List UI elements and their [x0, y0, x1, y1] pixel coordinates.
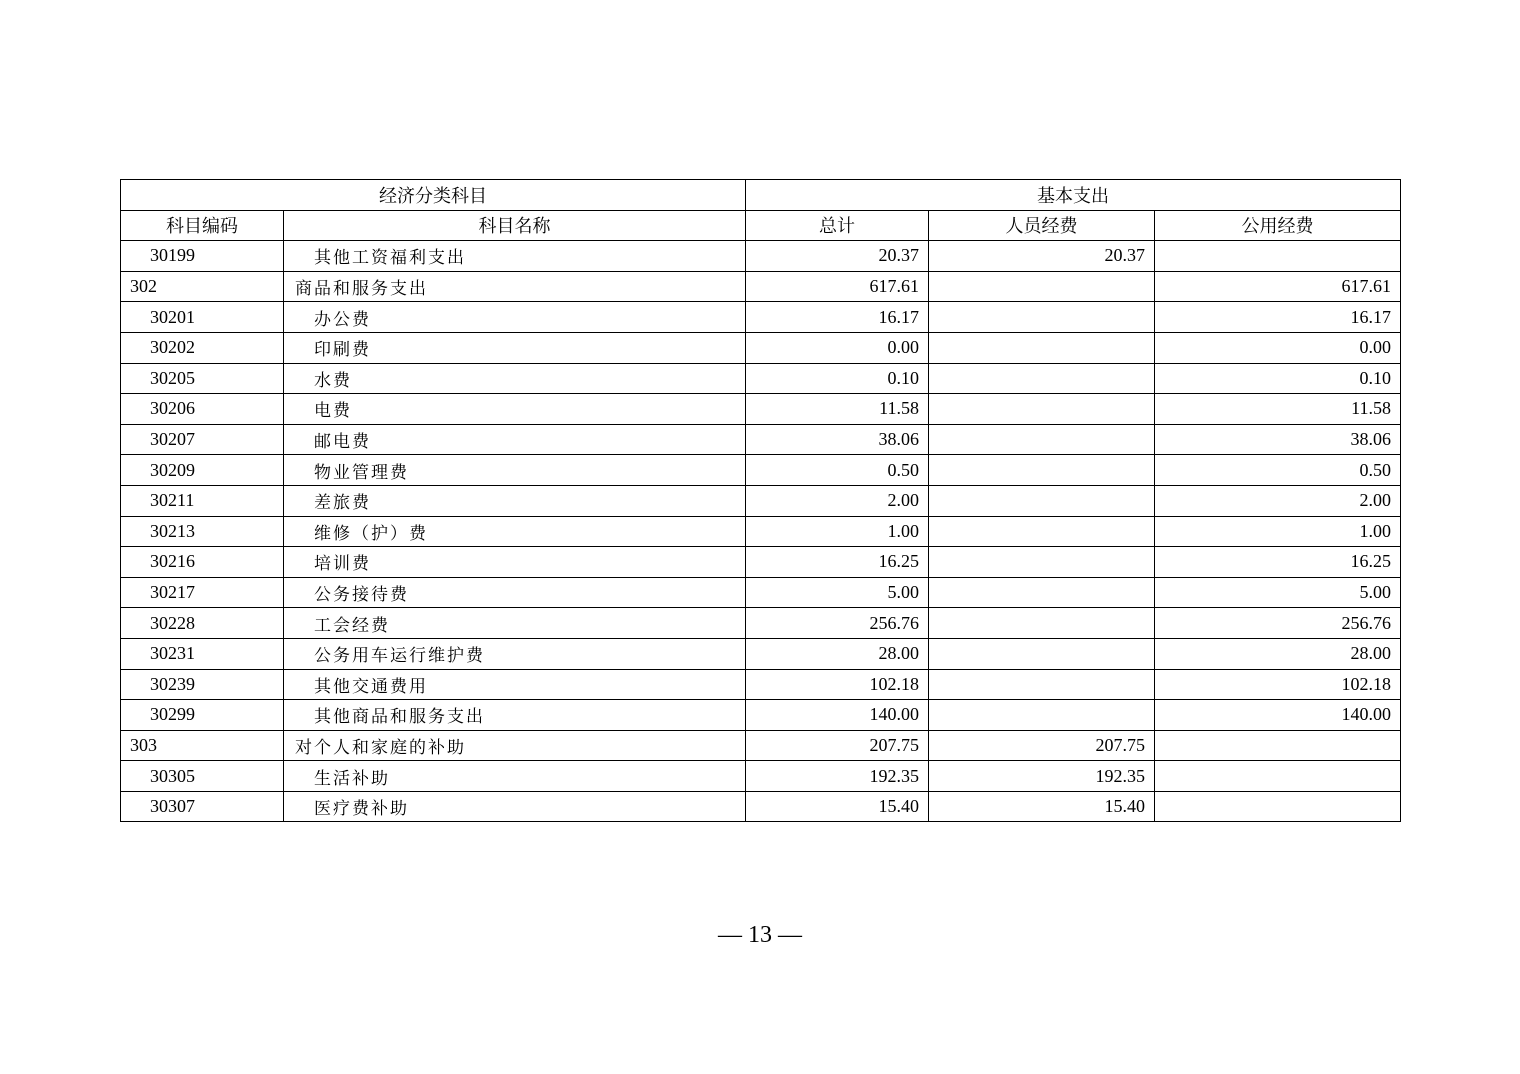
- budget-table: [120, 179, 1401, 822]
- row-name: 办公费: [284, 302, 746, 333]
- table-row: [121, 516, 1401, 547]
- table-row: [121, 608, 1401, 639]
- row-code: 30305: [121, 761, 284, 792]
- row-code: 30299: [121, 700, 284, 731]
- row-name: 公务用车运行维护费: [284, 638, 746, 669]
- table-row: [121, 577, 1401, 608]
- row-personnel: 207.75: [929, 730, 1155, 761]
- header-row-top: [121, 180, 1401, 211]
- row-personnel: [929, 455, 1155, 486]
- row-total: 0.10: [746, 363, 929, 394]
- table-row: [121, 424, 1401, 455]
- row-total: 38.06: [746, 424, 929, 455]
- row-public: 2.00: [1155, 485, 1401, 516]
- row-code: 30239: [121, 669, 284, 700]
- row-total: 256.76: [746, 608, 929, 639]
- row-name: 其他工资福利支出: [284, 241, 746, 272]
- row-public: [1155, 761, 1401, 792]
- header-code: 科目编码: [121, 210, 284, 241]
- row-total: 16.17: [746, 302, 929, 333]
- row-code: 30201: [121, 302, 284, 333]
- table-row: [121, 332, 1401, 363]
- header-total: 总计: [746, 210, 929, 241]
- header-public: 公用经费: [1155, 210, 1401, 241]
- header-personnel: 人员经费: [929, 210, 1155, 241]
- row-code: 30202: [121, 332, 284, 363]
- row-name: 商品和服务支出: [284, 271, 746, 302]
- header-name: 科目名称: [284, 210, 746, 241]
- row-public: 256.76: [1155, 608, 1401, 639]
- row-total: 11.58: [746, 394, 929, 425]
- row-total: 0.00: [746, 332, 929, 363]
- row-personnel: [929, 669, 1155, 700]
- row-name: 印刷费: [284, 332, 746, 363]
- row-name: 邮电费: [284, 424, 746, 455]
- row-code: 303: [121, 730, 284, 761]
- row-personnel: [929, 516, 1155, 547]
- row-name: 差旅费: [284, 485, 746, 516]
- row-public: 16.17: [1155, 302, 1401, 333]
- row-name: 医疗费补助: [284, 791, 746, 822]
- table-row: [121, 485, 1401, 516]
- row-public: 11.58: [1155, 394, 1401, 425]
- row-public: 0.50: [1155, 455, 1401, 486]
- row-code: 302: [121, 271, 284, 302]
- row-personnel: [929, 638, 1155, 669]
- row-code: 30216: [121, 547, 284, 578]
- row-personnel: [929, 363, 1155, 394]
- row-total: 140.00: [746, 700, 929, 731]
- row-personnel: [929, 608, 1155, 639]
- row-public: [1155, 241, 1401, 272]
- row-personnel: 192.35: [929, 761, 1155, 792]
- row-personnel: 20.37: [929, 241, 1155, 272]
- row-name: 其他商品和服务支出: [284, 700, 746, 731]
- row-public: 102.18: [1155, 669, 1401, 700]
- row-personnel: [929, 577, 1155, 608]
- table-body: [121, 241, 1401, 822]
- row-public: 28.00: [1155, 638, 1401, 669]
- row-name: 对个人和家庭的补助: [284, 730, 746, 761]
- row-public: 617.61: [1155, 271, 1401, 302]
- row-total: 15.40: [746, 791, 929, 822]
- row-public: 0.10: [1155, 363, 1401, 394]
- row-public: 38.06: [1155, 424, 1401, 455]
- row-public: 0.00: [1155, 332, 1401, 363]
- row-public: 1.00: [1155, 516, 1401, 547]
- row-name: 维修（护）费: [284, 516, 746, 547]
- row-public: 5.00: [1155, 577, 1401, 608]
- row-total: 5.00: [746, 577, 929, 608]
- row-personnel: [929, 302, 1155, 333]
- header-econ-class: 经济分类科目: [121, 180, 746, 211]
- row-code: 30307: [121, 791, 284, 822]
- row-total: 207.75: [746, 730, 929, 761]
- row-code: 30209: [121, 455, 284, 486]
- table-row: [121, 271, 1401, 302]
- row-personnel: [929, 394, 1155, 425]
- row-total: 28.00: [746, 638, 929, 669]
- row-public: [1155, 730, 1401, 761]
- table-row: [121, 700, 1401, 731]
- row-name: 生活补助: [284, 761, 746, 792]
- row-code: 30228: [121, 608, 284, 639]
- row-total: 2.00: [746, 485, 929, 516]
- row-name: 物业管理费: [284, 455, 746, 486]
- table-row: [121, 547, 1401, 578]
- row-public: 140.00: [1155, 700, 1401, 731]
- header-row-sub: [121, 210, 1401, 241]
- row-name: 公务接待费: [284, 577, 746, 608]
- row-total: 102.18: [746, 669, 929, 700]
- table-row: [121, 761, 1401, 792]
- table-row: [121, 363, 1401, 394]
- row-personnel: 15.40: [929, 791, 1155, 822]
- row-total: 192.35: [746, 761, 929, 792]
- row-public: 16.25: [1155, 547, 1401, 578]
- table-row: [121, 791, 1401, 822]
- row-name: 培训费: [284, 547, 746, 578]
- table-row: [121, 669, 1401, 700]
- row-total: 617.61: [746, 271, 929, 302]
- page-number: — 13 —: [718, 922, 802, 948]
- row-name: 其他交通费用: [284, 669, 746, 700]
- table-row: [121, 730, 1401, 761]
- row-code: 30205: [121, 363, 284, 394]
- row-code: 30211: [121, 485, 284, 516]
- row-personnel: [929, 547, 1155, 578]
- row-total: 16.25: [746, 547, 929, 578]
- row-personnel: [929, 485, 1155, 516]
- header-basic-expenditure: 基本支出: [746, 180, 1401, 211]
- table-row: [121, 638, 1401, 669]
- row-personnel: [929, 332, 1155, 363]
- row-public: [1155, 791, 1401, 822]
- row-total: 20.37: [746, 241, 929, 272]
- table-row: [121, 302, 1401, 333]
- row-code: 30213: [121, 516, 284, 547]
- row-total: 1.00: [746, 516, 929, 547]
- row-personnel: [929, 271, 1155, 302]
- table-row: [121, 455, 1401, 486]
- row-code: 30207: [121, 424, 284, 455]
- table-row: [121, 241, 1401, 272]
- row-name: 电费: [284, 394, 746, 425]
- row-name: 水费: [284, 363, 746, 394]
- row-total: 0.50: [746, 455, 929, 486]
- row-personnel: [929, 700, 1155, 731]
- row-personnel: [929, 424, 1155, 455]
- row-name: 工会经费: [284, 608, 746, 639]
- row-code: 30206: [121, 394, 284, 425]
- row-code: 30199: [121, 241, 284, 272]
- row-code: 30231: [121, 638, 284, 669]
- table-row: [121, 394, 1401, 425]
- row-code: 30217: [121, 577, 284, 608]
